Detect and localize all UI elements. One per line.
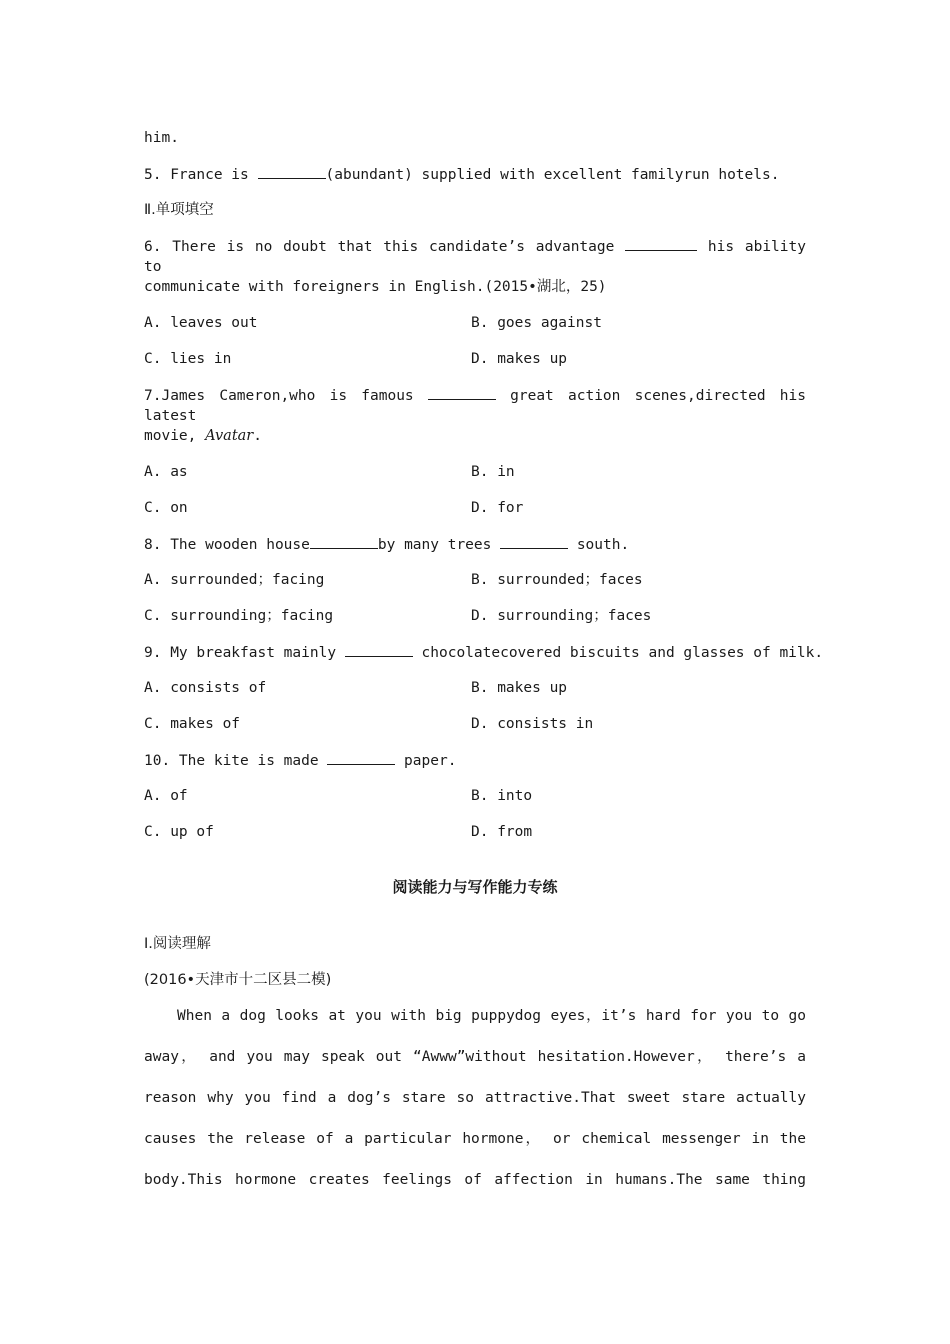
q7-line2-after: . bbox=[253, 428, 262, 444]
question-5 bbox=[144, 164, 779, 185]
answer-blank bbox=[428, 385, 496, 400]
q9-option-b: B. makes up bbox=[471, 680, 568, 696]
question-7-line-2 bbox=[144, 426, 262, 446]
q9-option-a: A. consists of bbox=[144, 680, 267, 696]
q6-option-a: A. leaves out bbox=[144, 315, 258, 331]
reading-source: (2016•天津市十二区县二模) bbox=[144, 972, 332, 988]
q5-text-before: 5. France is bbox=[144, 167, 258, 183]
q7-option-a: A. as bbox=[144, 464, 188, 480]
reading-writing-heading: 阅读能力与写作能力专练 bbox=[392, 878, 558, 896]
q9-text-after: chocolatecovered biscuits and glasses of milk. bbox=[412, 645, 824, 661]
q8-text-part-3: south. bbox=[568, 537, 630, 553]
q8-option-b: B. surrounded；faces bbox=[471, 572, 643, 588]
question-6-line-1 bbox=[144, 236, 806, 277]
q8-text-part-2: by many trees bbox=[377, 537, 501, 553]
section-title-single-choice: Ⅱ.单项填空 bbox=[144, 202, 214, 218]
q6-text-before: 6. There is no doubt that this candidate’s advantage bbox=[144, 239, 626, 255]
q4-continuation: him. bbox=[144, 130, 179, 146]
movie-title: Avatar bbox=[205, 428, 254, 444]
q7-text-after: great action scenes,directed his latest bbox=[144, 388, 806, 424]
q6-option-c: C. lies in bbox=[144, 351, 232, 367]
q8-option-d: D. surrounding；faces bbox=[471, 608, 652, 624]
passage-line: body.This hormone creates feelings of affection in humans.The same thing bbox=[144, 1172, 806, 1188]
answer-blank bbox=[310, 534, 378, 549]
question-8 bbox=[144, 534, 629, 555]
passage-line: causes the release of a particular hormone， or chemical messenger in the bbox=[144, 1131, 806, 1147]
q8-option-a: A. surrounded；facing bbox=[144, 572, 325, 588]
q10-text-after: paper. bbox=[395, 753, 457, 769]
q7-option-d: D. for bbox=[471, 500, 524, 516]
answer-blank bbox=[345, 642, 413, 657]
q8-text-part-1: 8. The wooden house bbox=[144, 537, 310, 553]
q7-option-c: C. on bbox=[144, 500, 188, 516]
q5-text-after: (abundant) supplied with excellent familyrun hotels. bbox=[325, 167, 780, 183]
q6-text-after: his ability to bbox=[144, 239, 806, 275]
q7-text-before: 7.James Cameron,who is famous bbox=[144, 388, 428, 404]
q9-text-before: 9. My breakfast mainly bbox=[144, 645, 345, 661]
q9-option-c: C. makes of bbox=[144, 716, 241, 732]
q7-option-b: B. in bbox=[471, 464, 515, 480]
question-9 bbox=[144, 642, 823, 663]
passage-line: away， and you may speak out “Awww”without hesitation.However， there’s a bbox=[144, 1049, 806, 1065]
section-title-reading: Ⅰ.阅读理解 bbox=[144, 936, 211, 952]
q9-option-d: D. consists in bbox=[471, 716, 594, 732]
q10-option-a: A. of bbox=[144, 788, 188, 804]
q8-option-c: C. surrounding；facing bbox=[144, 608, 334, 624]
passage-line: When a dog looks at you with big puppydog eyes，it’s hard for you to go bbox=[177, 1008, 806, 1024]
answer-blank bbox=[625, 236, 697, 251]
q7-line2-before: movie, bbox=[144, 428, 206, 444]
question-6-line-2: communicate with foreigners in English.(2015•湖北，25) bbox=[144, 279, 607, 295]
question-10 bbox=[144, 750, 456, 771]
q10-option-c: C. up of bbox=[144, 824, 214, 840]
q6-option-b: B. goes against bbox=[471, 315, 602, 331]
passage-line: reason why you find a dog’s stare so attractive.That sweet stare actually bbox=[144, 1090, 806, 1106]
q10-option-b: B. into bbox=[471, 788, 533, 804]
answer-blank bbox=[258, 164, 326, 179]
q6-option-d: D. makes up bbox=[471, 351, 568, 367]
answer-blank bbox=[500, 534, 568, 549]
answer-blank bbox=[327, 750, 395, 765]
q10-text-before: 10. The kite is made bbox=[144, 753, 328, 769]
q10-option-d: D. from bbox=[471, 824, 533, 840]
question-7-line-1 bbox=[144, 385, 806, 426]
